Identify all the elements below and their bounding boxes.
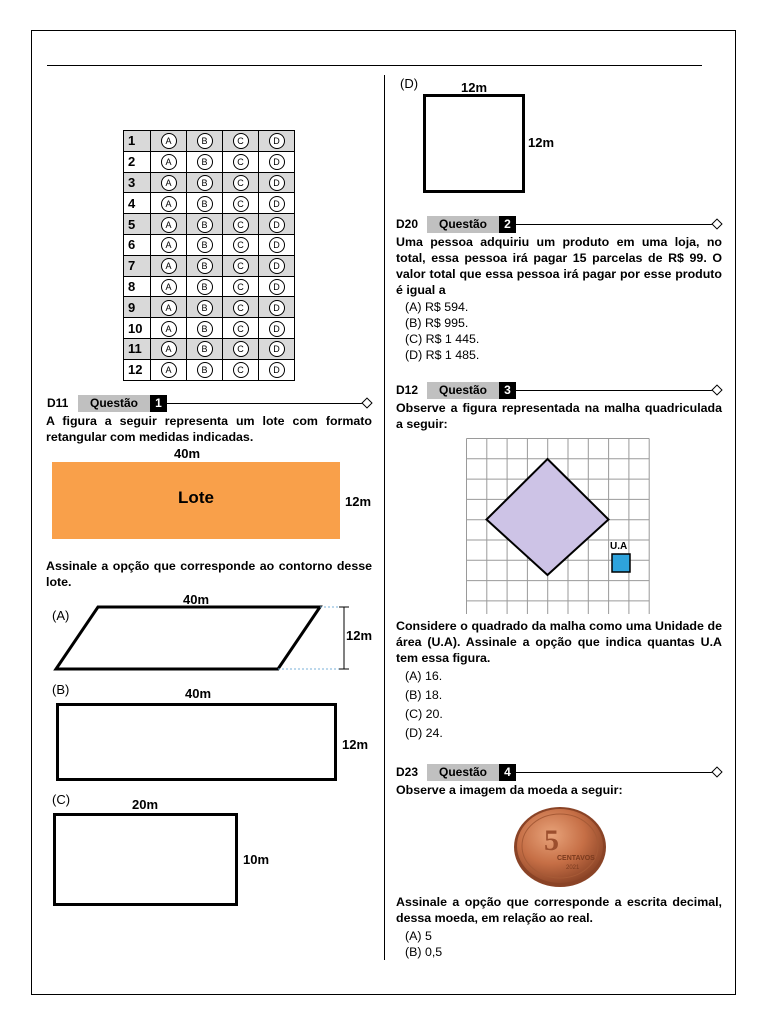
answer-bubble[interactable]: C: [233, 300, 249, 316]
diamond-icon: [361, 397, 372, 408]
grid-figure: [466, 438, 656, 614]
answer-cell: [259, 151, 295, 172]
answer-row: [124, 172, 295, 193]
answer-cell: [223, 255, 259, 276]
answer-cell: [151, 359, 187, 380]
answer-cell: [223, 193, 259, 214]
answer-bubble[interactable]: A: [161, 300, 177, 316]
answer-bubble[interactable]: A: [161, 154, 177, 170]
question-number: 2: [499, 216, 516, 233]
row-number: 8: [124, 276, 151, 297]
q3-question: Considere o quadrado da malha como uma Unidade de área (U.A). Assinale a opção que indica quantas U.A tem essa figura.: [396, 619, 722, 665]
answer-cell: [259, 172, 295, 193]
answer-cell: [151, 214, 187, 235]
q2-statement: Uma pessoa adquiriu um produto em uma loja, no total, essa pessoa irá pagar 15 parcelas de R$ 99. O valor total que essa pessoa irá pagar por esse produto é igual a: [396, 235, 722, 297]
q2-option-c: (C) R$ 1 445.: [405, 332, 480, 346]
column-divider: [384, 75, 385, 960]
q3-statement: Observe a figura representada na malha quadriculada a seguir:: [396, 401, 722, 431]
question-2-header: [396, 216, 722, 234]
rectangle-c: [53, 813, 238, 906]
answer-bubble[interactable]: B: [197, 196, 213, 212]
answer-cell: [187, 297, 223, 318]
answer-cell: [151, 151, 187, 172]
answer-bubble[interactable]: B: [197, 133, 213, 149]
q4-option-a: (A) 5: [405, 929, 432, 943]
answer-cell: [187, 131, 223, 152]
row-number: 1: [124, 131, 151, 152]
answer-row: [124, 193, 295, 214]
question-label: Questão: [427, 216, 499, 233]
answer-cell: [151, 276, 187, 297]
answer-row: [124, 214, 295, 235]
answer-cell: [151, 255, 187, 276]
answer-bubble[interactable]: A: [161, 279, 177, 295]
header-line: [516, 224, 712, 225]
q4-question: Assinale a opção que corresponde a escrita decimal, dessa moeda, em relação ao real.: [396, 895, 722, 925]
q1-instruction: Assinale a opção que corresponde ao contorno desse lote.: [46, 559, 372, 589]
option-c-side: 10m: [243, 852, 270, 867]
rectangle-b: [56, 703, 337, 781]
option-d-letter: (D): [400, 76, 419, 91]
question-label: Questão: [78, 395, 150, 412]
answer-bubble[interactable]: A: [161, 362, 177, 378]
question-number: 1: [150, 395, 167, 412]
answer-cell: [223, 131, 259, 152]
row-number: 11: [124, 338, 151, 359]
top-rule: [47, 65, 702, 66]
answer-cell: [187, 214, 223, 235]
lot-width-label: 40m: [174, 446, 201, 461]
answer-bubble[interactable]: C: [233, 237, 249, 253]
answer-bubble[interactable]: A: [161, 175, 177, 191]
answer-bubble[interactable]: A: [161, 196, 177, 212]
answer-cell: [223, 297, 259, 318]
header-line: [167, 403, 362, 404]
answer-cell: [151, 318, 187, 339]
answer-bubble[interactable]: A: [161, 217, 177, 233]
answer-bubble[interactable]: D: [269, 154, 285, 170]
answer-cell: [259, 214, 295, 235]
answer-bubble[interactable]: C: [233, 258, 249, 274]
question-4-header: [396, 764, 722, 782]
answer-bubble[interactable]: A: [161, 237, 177, 253]
answer-bubble[interactable]: B: [197, 217, 213, 233]
answer-bubble[interactable]: B: [197, 341, 213, 357]
q2-option-a: (A) R$ 594.: [405, 300, 469, 314]
answer-cell: [259, 297, 295, 318]
answer-cell: [259, 276, 295, 297]
answer-cell: [187, 172, 223, 193]
option-d-side: 12m: [528, 135, 555, 150]
answer-row: [124, 338, 295, 359]
option-b-side: 12m: [342, 737, 369, 752]
unit-label: U.A: [610, 541, 628, 552]
question-number: 3: [499, 382, 516, 399]
answer-cell: [151, 131, 187, 152]
answer-bubble[interactable]: D: [269, 300, 285, 316]
answer-cell: [223, 234, 259, 255]
answer-row: [124, 276, 295, 297]
answer-bubble[interactable]: A: [161, 258, 177, 274]
row-number: 5: [124, 214, 151, 235]
question-code: D11: [47, 396, 69, 410]
answer-cell: [151, 234, 187, 255]
row-number: 6: [124, 234, 151, 255]
answer-bubble[interactable]: B: [197, 237, 213, 253]
answer-cell: [187, 255, 223, 276]
answer-bubble[interactable]: D: [269, 279, 285, 295]
answer-bubble[interactable]: D: [269, 321, 285, 337]
answer-bubble[interactable]: D: [269, 237, 285, 253]
answer-cell: [187, 359, 223, 380]
answer-cell: [223, 276, 259, 297]
row-number: 10: [124, 318, 151, 339]
answer-bubble[interactable]: D: [269, 258, 285, 274]
q1-statement: A figura a seguir representa um lote com formato retangular com medidas indicadas.: [46, 414, 372, 444]
option-a-side: 12m: [346, 628, 373, 643]
diamond-icon: [711, 384, 722, 395]
answer-bubble[interactable]: D: [269, 217, 285, 233]
answer-row: [124, 359, 295, 380]
q3-option-c: (C) 20.: [405, 707, 443, 721]
question-code: D12: [396, 383, 419, 397]
answer-cell: [259, 359, 295, 380]
option-a-letter: (A): [52, 608, 70, 623]
coin-text: CENTAVOS: [557, 855, 595, 862]
answer-cell: [259, 318, 295, 339]
question-number: 4: [499, 764, 516, 781]
answer-cell: [223, 318, 259, 339]
q3-option-a: (A) 16.: [405, 669, 443, 683]
answer-bubble[interactable]: C: [233, 133, 249, 149]
answer-bubble[interactable]: B: [197, 279, 213, 295]
answer-cell: [187, 318, 223, 339]
answer-cell: [223, 338, 259, 359]
question-label: Questão: [427, 382, 499, 399]
answer-bubble[interactable]: A: [161, 133, 177, 149]
answer-cell: [259, 338, 295, 359]
question-1-header: [47, 395, 372, 413]
answer-row: [124, 318, 295, 339]
lot-rectangle: [52, 462, 340, 539]
answer-bubble[interactable]: C: [233, 196, 249, 212]
q3-option-b: (B) 18.: [405, 688, 443, 702]
answer-bubble[interactable]: C: [233, 341, 249, 357]
q2-option-d: (D) R$ 1 485.: [405, 348, 480, 362]
answer-bubble[interactable]: D: [269, 175, 285, 191]
question-code: D23: [396, 765, 419, 779]
question-code: D20: [396, 217, 419, 231]
square-d: [423, 94, 525, 193]
answer-row: [124, 234, 295, 255]
coin-image: [510, 802, 610, 888]
answer-bubble[interactable]: D: [269, 196, 285, 212]
q4-option-b: (B) 0,5: [405, 945, 443, 959]
q3-option-d: (D) 24.: [405, 726, 443, 740]
answer-sheet: [123, 130, 295, 381]
answer-bubble[interactable]: C: [233, 154, 249, 170]
answer-bubble[interactable]: C: [233, 362, 249, 378]
row-number: 12: [124, 359, 151, 380]
answer-cell: [187, 234, 223, 255]
answer-cell: [151, 338, 187, 359]
coin-year: 2021: [566, 865, 580, 871]
row-number: 7: [124, 255, 151, 276]
answer-cell: [223, 359, 259, 380]
answer-cell: [223, 151, 259, 172]
answer-cell: [151, 297, 187, 318]
option-c-top: 20m: [132, 797, 159, 812]
answer-bubble[interactable]: C: [233, 217, 249, 233]
answer-cell: [223, 214, 259, 235]
q4-statement: Observe a imagem da moeda a seguir:: [396, 783, 623, 797]
option-c-letter: (C): [52, 792, 71, 807]
answer-cell: [259, 255, 295, 276]
row-number: 2: [124, 151, 151, 172]
row-number: 9: [124, 297, 151, 318]
answer-cell: [187, 276, 223, 297]
option-b-top: 40m: [185, 686, 212, 701]
answer-row: [124, 297, 295, 318]
q2-option-b: (B) R$ 995.: [405, 316, 469, 330]
option-d-top: 12m: [461, 80, 488, 95]
row-number: 4: [124, 193, 151, 214]
answer-row: [124, 131, 295, 152]
lot-label: Lote: [178, 488, 214, 507]
answer-cell: [259, 234, 295, 255]
answer-bubble[interactable]: A: [161, 321, 177, 337]
option-a-top: 40m: [183, 592, 210, 607]
coin-digit: 5: [544, 824, 559, 857]
row-number: 3: [124, 172, 151, 193]
answer-bubble[interactable]: C: [233, 279, 249, 295]
answer-bubble[interactable]: B: [197, 362, 213, 378]
diamond-icon: [711, 766, 722, 777]
question-label: Questão: [427, 764, 499, 781]
header-line: [516, 772, 712, 773]
answer-bubble[interactable]: B: [197, 154, 213, 170]
answer-cell: [259, 193, 295, 214]
answer-bubble[interactable]: D: [269, 362, 285, 378]
answer-bubble[interactable]: B: [197, 175, 213, 191]
parallelogram: [50, 603, 360, 673]
lot-height-label: 12m: [345, 494, 372, 509]
answer-bubble[interactable]: B: [197, 300, 213, 316]
option-b-letter: (B): [52, 682, 70, 697]
answer-bubble[interactable]: C: [233, 175, 249, 191]
answer-bubble[interactable]: D: [269, 341, 285, 357]
answer-row: [124, 151, 295, 172]
answer-cell: [151, 172, 187, 193]
answer-cell: [223, 172, 259, 193]
answer-cell: [259, 131, 295, 152]
answer-bubble[interactable]: B: [197, 321, 213, 337]
answer-bubble[interactable]: B: [197, 258, 213, 274]
answer-row: [124, 255, 295, 276]
answer-bubble[interactable]: C: [233, 321, 249, 337]
diamond-icon: [711, 218, 722, 229]
header-line: [516, 390, 712, 391]
answer-cell: [151, 193, 187, 214]
answer-cell: [187, 193, 223, 214]
question-3-header: [396, 382, 722, 400]
answer-bubble[interactable]: D: [269, 133, 285, 149]
answer-cell: [187, 338, 223, 359]
answer-bubble[interactable]: A: [161, 341, 177, 357]
answer-cell: [187, 151, 223, 172]
